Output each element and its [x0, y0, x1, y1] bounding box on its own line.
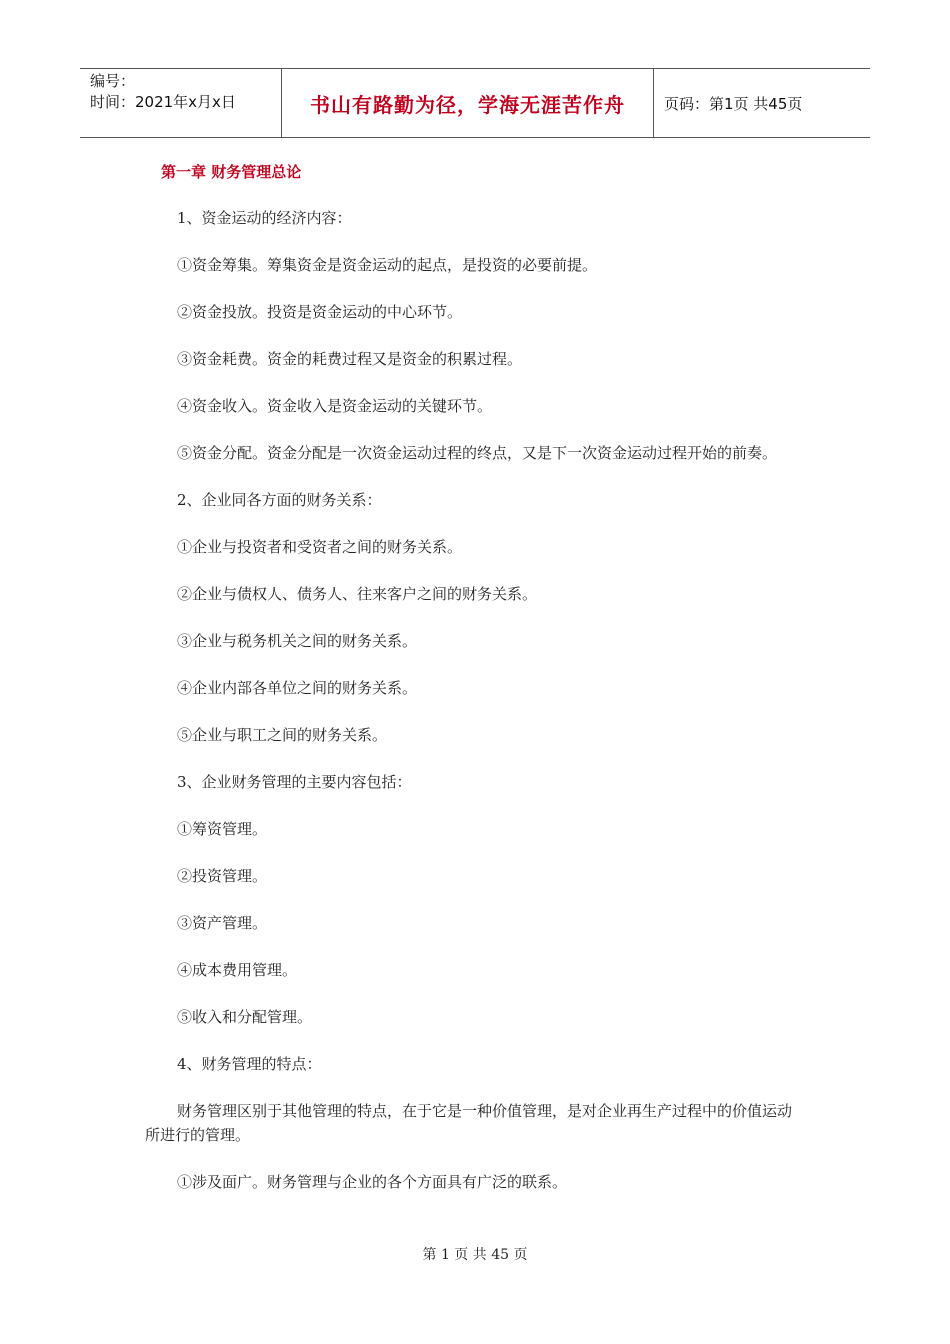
paragraph: ①涉及面广。财务管理与企业的各个方面具有广泛的联系。: [177, 1173, 568, 1191]
document-body: [145, 160, 805, 1217]
paragraph: ⑤资金分配。资金分配是一次资金运动过程的终点，又是下一次资金运动过程开始的前奏。: [177, 444, 778, 462]
paragraph: ②资金投放。投资是资金运动的中心环节。: [177, 303, 463, 321]
date-label: 时间：2021年x月x日: [90, 93, 236, 111]
paragraph: ①资金筹集。筹集资金是资金运动的起点，是投资的必要前提。: [177, 256, 598, 274]
serial-number-label: 编号：: [90, 72, 136, 90]
paragraph: ②投资管理。: [177, 867, 268, 885]
paragraph: 3、企业财务管理的主要内容包括：: [177, 773, 412, 791]
paragraph: 财务管理区别于其他管理的特点，在于它是一种价值管理，是对企业再生产过程中的价值运动所进行的管理。: [145, 1102, 793, 1144]
paragraph: ②企业与债权人、债务人、往来客户之间的财务关系。: [177, 585, 538, 603]
paragraph: ④成本费用管理。: [177, 961, 298, 979]
chapter-title: 第一章 财务管理总论: [161, 163, 302, 181]
paragraph: ④资金收入。资金收入是资金运动的关键环节。: [177, 397, 493, 415]
header-meta: [80, 69, 282, 137]
paragraph: ④企业内部各单位之间的财务关系。: [177, 679, 418, 697]
header-motto: 书山有路勤为径，学海无涯苦作舟: [282, 69, 654, 137]
header-page-info: 页码：第1页 共45页: [664, 94, 803, 113]
page-header: [80, 68, 870, 138]
paragraph: ⑤企业与职工之间的财务关系。: [177, 726, 388, 744]
paragraph: ③企业与税务机关之间的财务关系。: [177, 632, 418, 650]
paragraph: 1、资金运动的经济内容：: [177, 209, 352, 227]
page-footer: 第 1 页 共 45 页: [422, 1247, 528, 1263]
paragraph: 4、财务管理的特点：: [177, 1055, 322, 1073]
paragraph: ③资产管理。: [177, 914, 268, 932]
paragraph: ①企业与投资者和受资者之间的财务关系。: [177, 538, 463, 556]
paragraph: 2、企业同各方面的财务关系：: [177, 491, 382, 509]
paragraph: ⑤收入和分配管理。: [177, 1008, 313, 1026]
paragraph: ①筹资管理。: [177, 820, 268, 838]
paragraph: ③资金耗费。资金的耗费过程又是资金的积累过程。: [177, 350, 523, 368]
